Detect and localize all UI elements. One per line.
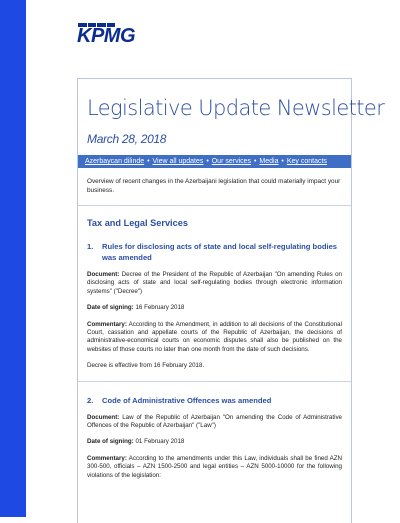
- nav-link-all-updates[interactable]: View all updates: [152, 158, 204, 165]
- overview-text: Overview of recent changes in the Azerbaijani legislation that could materially impact your business.: [87, 178, 341, 194]
- commentary-paragraph: [87, 455, 342, 480]
- document-paragraph: [87, 271, 342, 296]
- nav-link-media[interactable]: Media: [259, 158, 279, 165]
- item-heading: Code of Administrative Offences was amended: [102, 395, 272, 405]
- nav-separator: •: [253, 158, 257, 165]
- kpmg-logo: KPMG: [77, 25, 135, 47]
- divider: [78, 205, 351, 206]
- section-title: Tax and Legal Services: [87, 218, 188, 228]
- newsletter-title: Legislative Update Newsletter: [87, 96, 385, 120]
- document-label: Document:: [87, 413, 120, 421]
- nav-separator: •: [147, 158, 150, 165]
- nav-link-services[interactable]: Our services: [211, 158, 252, 165]
- item-heading: Rules for disclosing acts of state and local self-regulating bodies was amended: [102, 242, 338, 262]
- nav-separator: •: [281, 158, 284, 165]
- commentary-label: Commentary:: [87, 320, 127, 328]
- document-text: Law of the Republic of Azerbaijan "On amending the Code of Administrative Offences of the Republic of Azerbaijan" ("Law"): [87, 413, 342, 430]
- date-label: Date of signing:: [87, 304, 134, 312]
- commentary-text: According to the Amendment, in addition to all decisions of the Constitutional Court, cassation and appellate courts of the Republic of Azerbaijan, the decisions of administrative-economical courts on economic disputes shall also be published on the websites of those courts no later than one month from the date of such decisions.: [87, 320, 342, 353]
- date-text: 16 February 2018: [135, 304, 185, 312]
- newsletter-card: [77, 78, 385, 523]
- divider: [78, 381, 351, 382]
- commentary-paragraph: [87, 321, 342, 355]
- nav-bar: [78, 155, 351, 168]
- document-label: Document:: [87, 271, 120, 278]
- document-text: Decree of the President of the Republic of Azerbaijan "On amending Rules on disclosing acts of state and local self-regulating bodies through electronic information systems" ("Decree"): [87, 271, 342, 295]
- nav-link-contacts[interactable]: Key contacts: [286, 158, 327, 165]
- item-title[interactable]: [87, 395, 342, 406]
- item-number: 2.: [87, 395, 94, 405]
- newsletter-date: March 28, 2018: [87, 132, 167, 146]
- date-paragraph: [87, 438, 342, 446]
- effective-paragraph: Decree is effective from 16 February 2018.: [87, 362, 205, 370]
- date-label: Date of signing:: [87, 438, 134, 446]
- side-accent-bar: [0, 0, 26, 517]
- date-text: 01 February 2018: [135, 438, 185, 446]
- date-paragraph: [87, 304, 342, 312]
- nav-separator: •: [206, 158, 209, 165]
- item-number: 1.: [87, 242, 94, 251]
- commentary-label: Commentary:: [87, 454, 127, 462]
- nav-link-azerbaijani[interactable]: Azerbaycan dilinde: [85, 158, 145, 165]
- document-paragraph: [87, 414, 342, 431]
- item-title[interactable]: [87, 241, 342, 263]
- commentary-text: According to the amendments under this Law, individuals shall be fined AZN 300-500, officials – AZN 1500-2500 and legal entities – AZN 5000-10000 for the following violations of the legislation:: [87, 454, 342, 479]
